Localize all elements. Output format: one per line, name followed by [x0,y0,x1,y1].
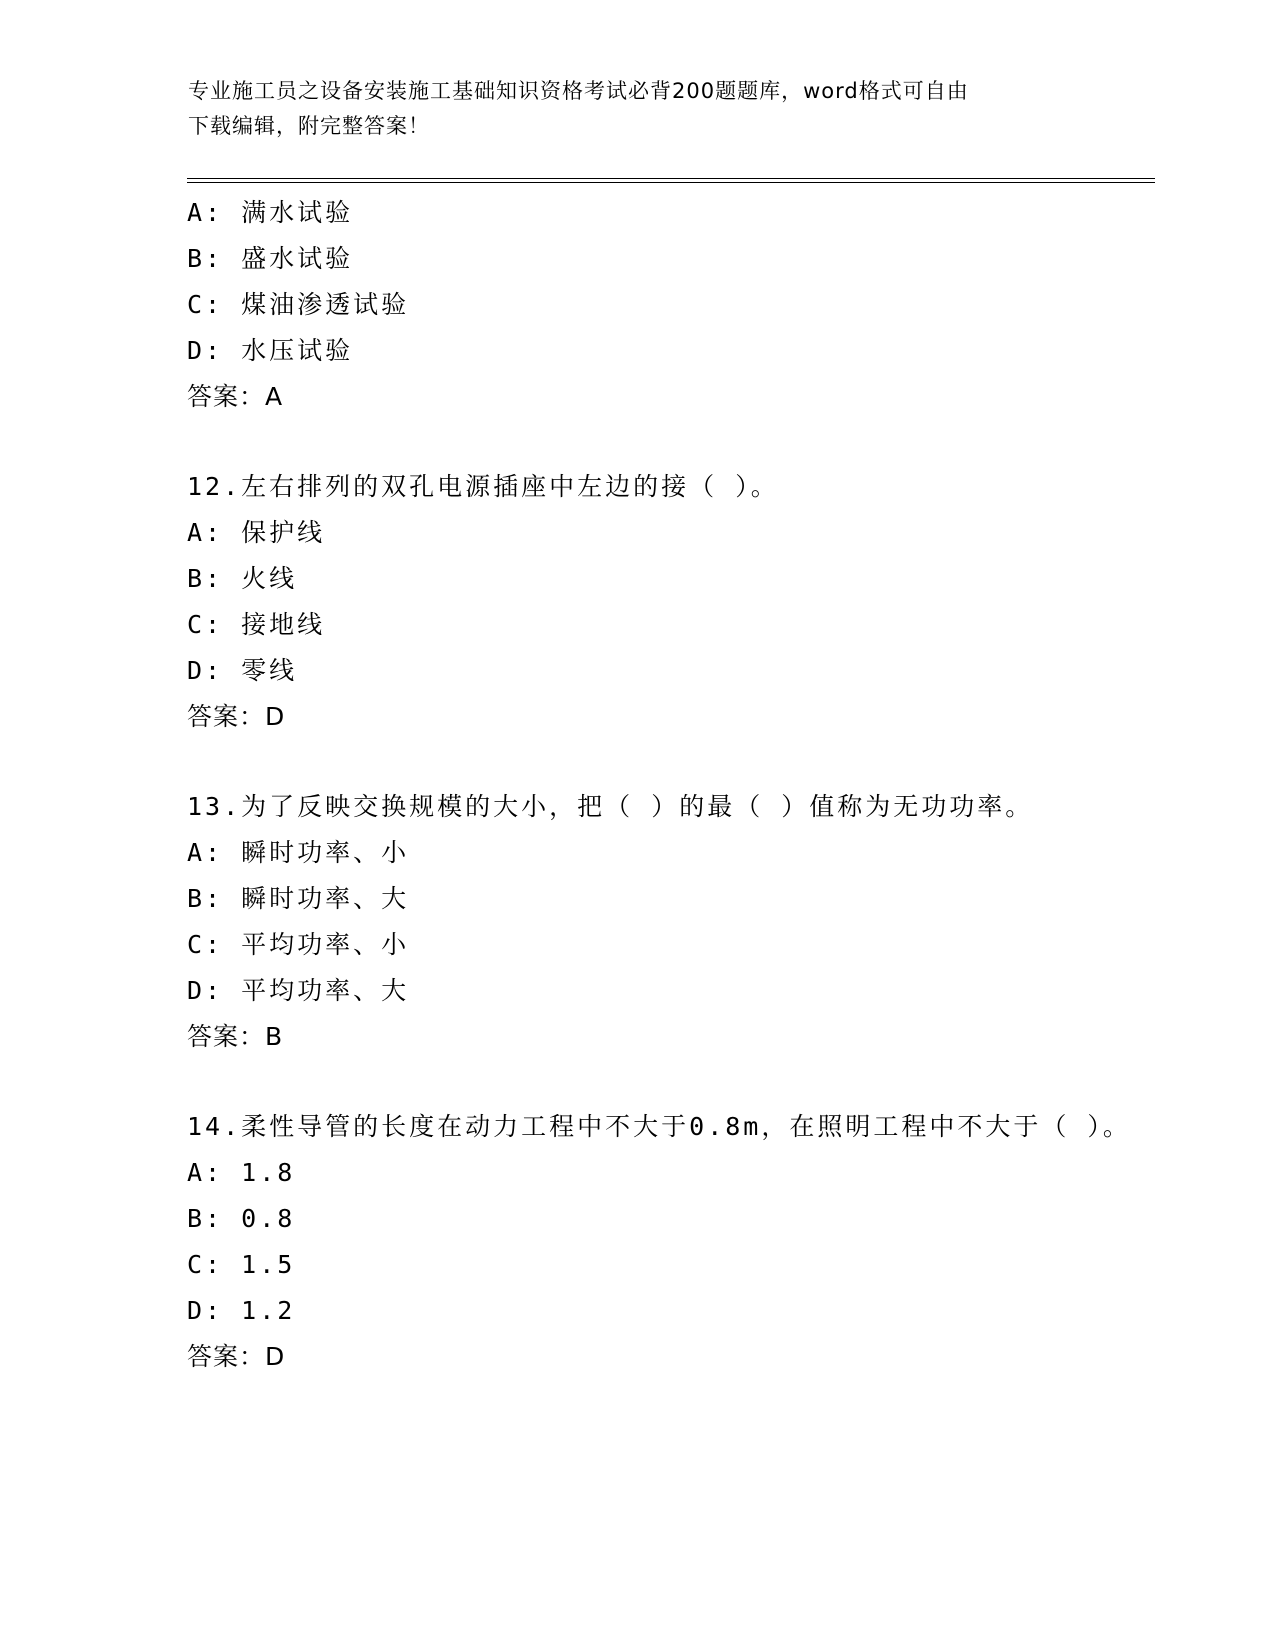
option-d: D: 1.2 [187,1296,296,1325]
option-c: C: 平均功率、小 [187,930,410,959]
option-d: D: 水压试验 [187,336,354,365]
question-14-block [187,1104,1137,1380]
option-d: D: 零线 [187,656,298,685]
answer: 答案：D [187,1342,286,1371]
answer: 答案：B [187,1022,284,1051]
question-text: 14.柔性导管的长度在动力工程中不大于0.8m，在照明工程中不大于（ ）。 [187,1112,1131,1141]
option-c: C: 1.5 [187,1250,296,1279]
option-b: B: 瞬时功率、大 [187,884,410,913]
option-a: A: 满水试验 [187,198,354,227]
answer: 答案：A [187,382,284,411]
option-c: C: 接地线 [187,610,326,639]
header-line-1: 专业施工员之设备安装施工基础知识资格考试必背200题题库，word格式可自由 [188,79,969,103]
option-c: C: 煤油渗透试验 [187,290,410,319]
question-text: 13.为了反映交换规模的大小，把（ ）的最（ ）值称为无功功率。 [187,792,1034,821]
header-line-2: 下载编辑，附完整答案！ [188,114,430,138]
option-b: B: 火线 [187,564,298,593]
question-text: 12.左右排列的双孔电源插座中左边的接（ ）。 [187,472,779,501]
header-divider [187,178,1155,183]
question-12-block [187,464,1137,740]
option-d: D: 平均功率、大 [187,976,410,1005]
question-11-block [187,190,1137,420]
option-b: B: 0.8 [187,1204,296,1233]
option-a: A: 1.8 [187,1158,296,1187]
option-a: A: 保护线 [187,518,326,547]
answer: 答案：D [187,702,286,731]
question-list [187,190,1137,1380]
question-13-block [187,784,1137,1060]
document-header [188,74,1088,144]
option-b: B: 盛水试验 [187,244,354,273]
option-a: A: 瞬时功率、小 [187,838,410,867]
